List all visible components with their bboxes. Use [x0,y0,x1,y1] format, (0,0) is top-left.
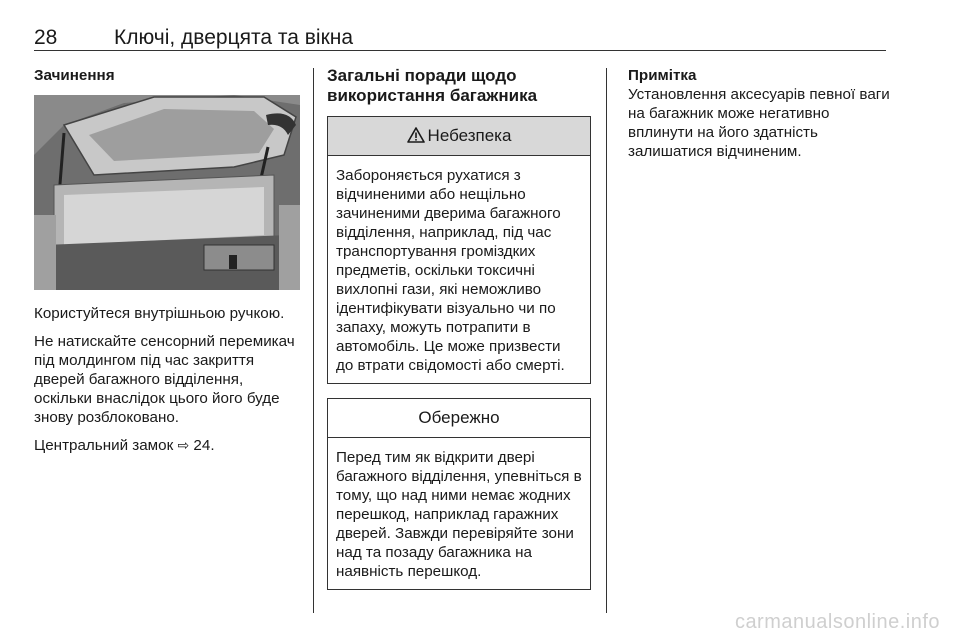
central-lock-reference [34,436,302,455]
closing-subheading: Зачинення [34,67,115,84]
page-header [34,26,886,52]
note-body: Установлення аксесуарів певної ваги на багажник може негативно вплинути на його здатність залишатися відчиненим. [628,86,890,160]
page-number: 28 [34,26,58,49]
trunk-tips-subheading: Загальні поради щодо використання багажника [327,66,538,105]
danger-box [327,116,591,384]
caution-title: Обережно [328,399,590,438]
caution-body: Перед тим як відкрити двері багажного відділення, упевніться в тому, що над ними немає жодних перешкод, наприклад гаражних дверей. Завжди перевіряйте зони над та позаду багажника на наявність перешкод. [336,449,582,580]
page-reference-arrow-icon: ⇨ [177,437,190,453]
page-title: Ключі, дверцята та вікна [114,26,354,49]
column-divider-1 [313,68,314,613]
note-title: Примітка [628,67,697,84]
inside-handle-text: Користуйтеся внутрішньою ручкою. [34,305,285,322]
watermark: carmanualsonline.info [734,611,940,633]
tailgate-photo [34,95,300,290]
danger-body: Забороняється рухатися з відчиненими або нещільно зачиненими дверима багажного відділення, наприклад, під час транспортування громіздких предметів, оскільки токсичні вихлопні гази, які неможливо ідентифікувати візуально чи по запаху, можуть потрапити в автомобіль. Це може призвести до втрати свідомості або смерті. [336,167,565,374]
central-lock-label: Центральний замок [34,437,174,454]
column-divider-2 [606,68,607,613]
warning-triangle-icon [407,127,425,143]
caution-box [327,398,591,590]
column-3 [628,66,896,170]
column-2 [327,66,591,604]
central-lock-page-ref[interactable]: 24. [193,437,215,454]
sensor-switch-text: Не натискайте сенсорний перемикач під молдингом під час закриття дверей багажного відділення, оскільки внаслідок цього його буде знову розблоковано. [34,333,295,426]
danger-title: Небезпека [427,126,512,145]
column-1 [34,66,302,464]
header-divider [34,50,886,51]
danger-box-header [328,117,590,156]
